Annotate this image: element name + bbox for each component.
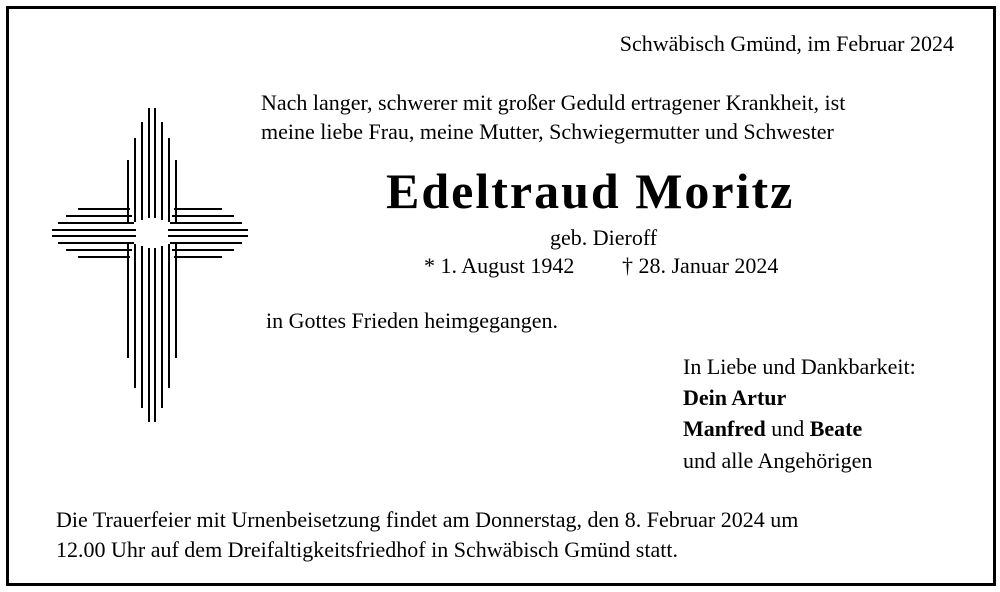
birth-date: * 1. August 1942 [424,253,575,278]
deceased-name: Edeltraud Moritz [386,163,795,219]
cross-icon [52,108,252,428]
death-date: † 28. Januar 2024 [622,253,779,278]
passed-text: in Gottes Frieden heimgegangen. [266,308,559,333]
mourner-manfred: Manfred [683,416,766,441]
intro-line-1: Nach langer, schwerer mit großer Geduld ertragener Krankheit, ist [261,90,846,115]
funeral-line-1: Die Trauerfeier mit Urnenbeisetzung findet am Donnerstag, den 8. Februar 2024 um [56,507,799,532]
mourner-line-2 [683,416,862,442]
maiden-name: geb. Dieroff [550,225,658,250]
mourner-beate: Beate [809,416,863,441]
funeral-line-2: 12.00 Uhr auf dem Dreifaltigkeitsfriedhof in Schwäbisch Gmünd statt. [56,537,678,562]
mourner-line-1 [683,385,786,411]
intro-line-2: meine liebe Frau, meine Mutter, Schwiegermutter und Schwester [261,119,834,144]
place-date: Schwäbisch Gmünd, im Februar 2024 [619,31,954,56]
mourner-line-3: und alle Angehörigen [683,448,873,473]
mourner-artur: Dein Artur [683,385,787,410]
mourner-and: und [765,416,810,441]
mourners-intro: In Liebe und Dankbarkeit: [683,354,916,379]
